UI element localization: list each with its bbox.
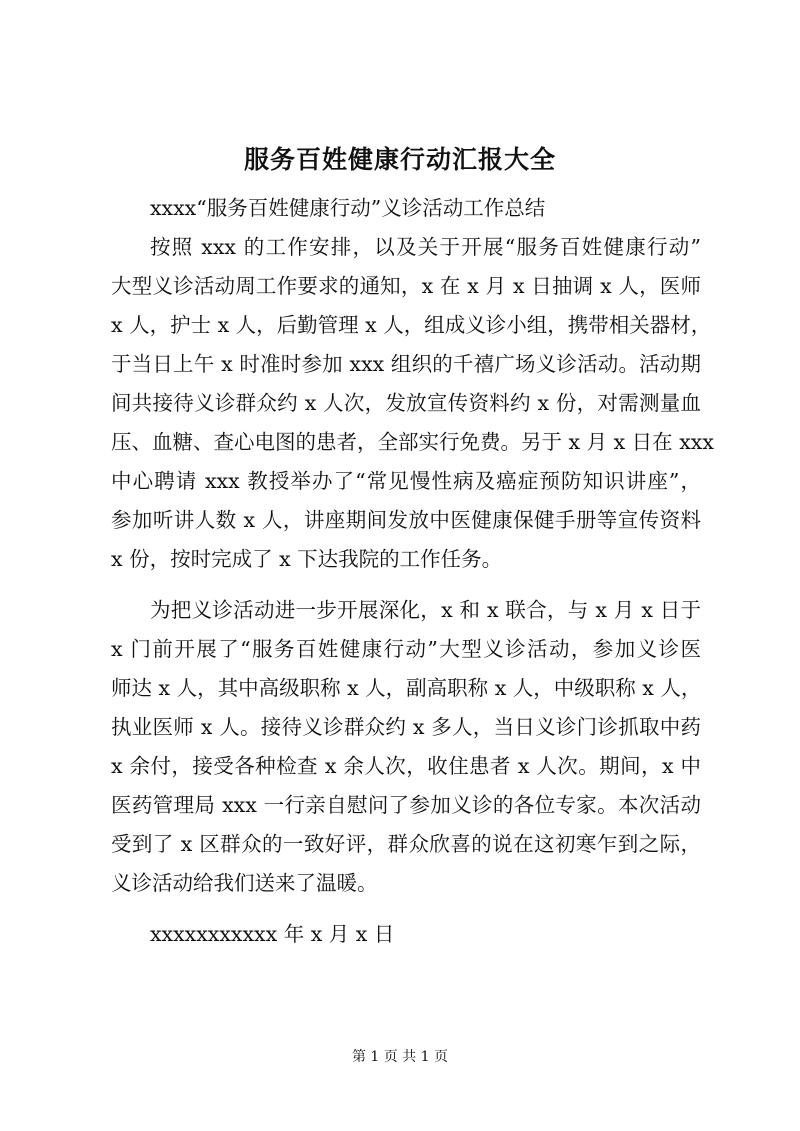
paragraph-line: 参加听讲人数 x 人，讲座期间发放中医健康保健手册等宣传资料 bbox=[111, 508, 701, 532]
paragraph-line: 义诊活动给我们送来了温暖。 bbox=[111, 871, 378, 895]
paragraph-line: 师达 x 人，其中高级职称 x 人，副高职称 x 人，中级职称 x 人， bbox=[111, 676, 702, 700]
paragraph-line: 按照 xxx 的工作安排，以及关于开展“服务百姓健康行动” bbox=[150, 235, 701, 259]
date-line: xxxxxxxxxxx 年 x 月 x 日 bbox=[150, 922, 395, 946]
subtitle: xxxx“服务百姓健康行动”义诊活动工作总结 bbox=[150, 196, 546, 220]
paragraph-line: 受到了 x 区群众的一致好评，群众欣喜的说在这初寒乍到之际， bbox=[111, 832, 701, 856]
paragraph-line: 大型义诊活动周工作要求的通知，x 在 x 月 x 日抽调 x 人，医师 bbox=[111, 274, 701, 298]
paragraph-line: 于当日上午 x 时准时参加 xxx 组织的千禧广场义诊活动。活动期 bbox=[111, 352, 701, 376]
paragraph-line: x 门前开展了“服务百姓健康行动”大型义诊活动，参加义诊医 bbox=[111, 637, 701, 661]
paragraph-line: 压、血糖、查心电图的患者，全部实行免费。另于 x 月 x 日在 xxx bbox=[111, 430, 714, 454]
page-footer: 第 1 页 共 1 页 bbox=[351, 1049, 449, 1065]
paragraph-line: 间共接待义诊群众约 x 人次，发放宣传资料约 x 份，对需测量血 bbox=[111, 391, 701, 415]
paragraph-line: x 份，按时完成了 x 下达我院的工作任务。 bbox=[111, 547, 503, 571]
paragraph-line: 医药管理局 xxx 一行亲自慰问了参加义诊的各位专家。本次活动 bbox=[111, 793, 701, 817]
paragraph-line: x 人，护士 x 人，后勤管理 x 人，组成义诊小组，携带相关器材， bbox=[111, 313, 712, 337]
document-title: 服务百姓健康行动汇报大全 bbox=[243, 145, 556, 174]
paragraph-line: 执业医师 x 人。接待义诊群众约 x 多人，当日义诊门诊抓取中药 bbox=[111, 715, 701, 739]
paragraph-line: x 余付，接受各种检查 x 余人次，收住患者 x 人次。期间，x 中 bbox=[111, 754, 701, 778]
paragraph-line: 为把义诊活动进一步开展深化，x 和 x 联合，与 x 月 x 日于 bbox=[150, 598, 701, 622]
paragraph-line: 中心聘请 xxx 教授举办了“常见慢性病及癌症预防知识讲座”， bbox=[111, 469, 701, 493]
